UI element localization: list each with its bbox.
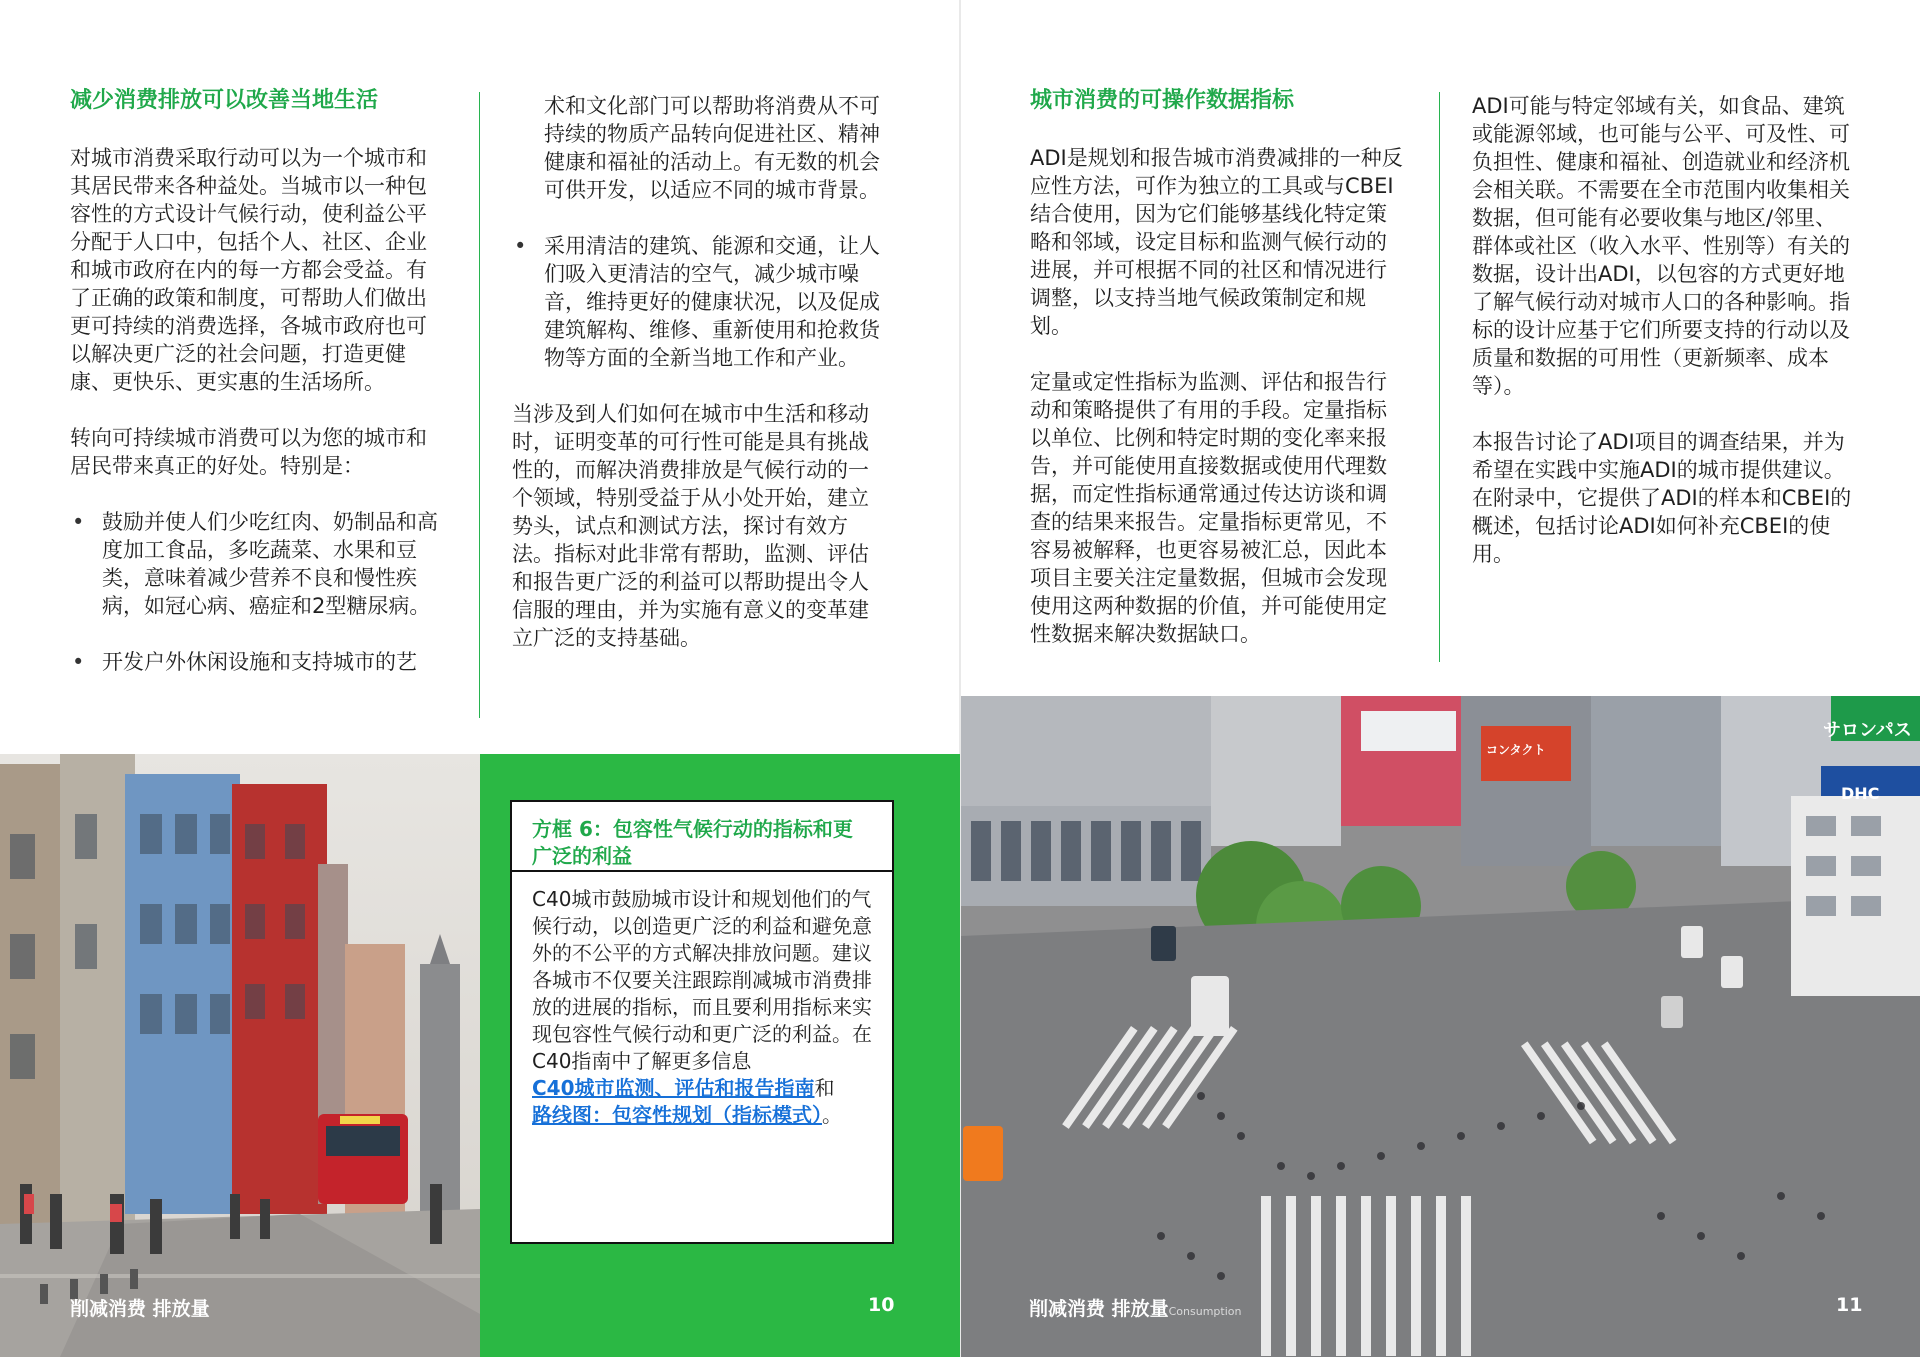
callout-body	[512, 872, 892, 1143]
bullet-continuation: 术和文化部门可以帮助将消费从不可持续的物质产品转向促进社区、精神健康和福祉的活动上。有无数的机会可供开发，以适应不同的城市背景。	[544, 94, 880, 202]
left-column-1	[70, 86, 445, 676]
body-paragraph: 转向可持续城市消费可以为您的城市和居民带来真正的好处。特别是：	[70, 426, 427, 478]
footer-title: 削减消费 排放量	[1029, 1298, 1169, 1320]
left-column-2	[512, 92, 888, 652]
bullet-list	[70, 508, 445, 676]
footer-tail: Consumption	[1168, 1305, 1242, 1318]
bullet-item: • 鼓励并使人们少吃红肉、奶制品和高度加工食品，多吃蔬菜、水果和豆类，意味着减少营养不良和慢性疾病，如冠心病、癌症和2型糖尿病。	[70, 508, 445, 620]
page-footer-title	[1029, 1294, 1241, 1321]
section-heading: 城市消费的可操作数据指标	[1030, 88, 1295, 113]
roadmap-link[interactable]: 路线图：包容性规划（指标模式）	[532, 1103, 822, 1127]
right-column-2	[1472, 92, 1852, 568]
billboard-sign: DHC	[1841, 784, 1880, 803]
shop-sign: コンタクト	[1486, 743, 1546, 757]
callout-box	[510, 800, 894, 1244]
c40-guide-link[interactable]: C40城市监测、评估和报告指南	[532, 1076, 815, 1100]
section-heading: 减少消费排放可以改善当地生活	[70, 88, 379, 113]
page-number: 11	[1836, 1294, 1863, 1316]
bullet-item: • 采用清洁的建筑、能源和交通，让人们吸入更清洁的空气，减少城市噪音，维持更好的健康状况，以及促成建筑解构、维修、重新使用和抢救货物等方面的全新当地工作和产业。	[512, 232, 888, 372]
callout-header	[512, 802, 892, 872]
column-divider	[1439, 92, 1440, 662]
callout-text: C40城市鼓励城市设计和规划他们的气候行动，以创造更广泛的利益和避免意外的不公平的方式解决排放问题。建议各城市不仅要关注跟踪削减城市消费排放的进展的指标，而且要利用指标来实现包容性气候行动和更广泛的利益。在C40指南中了解更多信息	[532, 887, 872, 1073]
body-paragraph: 对城市消费采取行动可以为一个城市和其居民带来各种益处。当城市以一种包容性的方式设计气候行动，使利益公平分配于人口中，包括个人、社区、企业和城市政府在内的每一方都会受益。有了正确的政策和制度，可帮助人们做出更可持续的消费选择，各城市政府也可以解决更广泛的社会问题，打造更健康、更快乐、更实惠的生活场所。	[70, 146, 427, 394]
callout-title: 方框 6：包容性气候行动的指标和更广泛的利益	[532, 817, 853, 868]
body-paragraph: 本报告讨论了ADI项目的调查结果，并为希望在实践中实施ADI的城市提供建议。在附录中，它提供了ADI的样本和CBEI的概述，包括讨论ADI如何补充CBEI的使用。	[1472, 430, 1852, 566]
page-footer-title: 削减消费 排放量	[70, 1298, 210, 1320]
street-scene-photo	[0, 754, 480, 1357]
right-column-1	[1030, 86, 1405, 648]
city-crossing-photo	[961, 696, 1920, 1357]
billboard-sign: サロンパス	[1823, 720, 1912, 741]
callout-period: 。	[822, 1103, 842, 1127]
bullet-item: • 开发户外休闲设施和支持城市的艺	[70, 648, 445, 676]
body-paragraph: 当涉及到人们如何在城市中生活和移动时，证明变革的可行性可能是具有挑战性的，而解决消费排放是气候行动的一个领域，特别受益于从小处开始，建立势头，试点和测试方法，探讨有效方法。指标对此非常有帮助，监测、评估和报告更广泛的利益可以帮助提出令人信服的理由，并为实施有意义的变革建立广泛的支持基础。	[512, 402, 869, 650]
body-paragraph: ADI是规划和报告城市消费减排的一种反应性方法，可作为独立的工具或与CBEI结合使用，因为它们能够基线化特定策略和邻域，设定目标和监测气候行动的进展，并可根据不同的社区和情况进行调整，以支持当地气候政策制定和规划。	[1030, 146, 1403, 338]
page-number: 10	[868, 1294, 895, 1316]
body-paragraph: ADI可能与特定邻域有关，如食品、建筑或能源邻域，也可能与公平、可及性、可负担性、健康和福祉、创造就业和经济机会相关联。不需要在全市范围内收集相关数据，但可能有必要收集与地区/邻里、群体或社区（收入水平、性别等）有关的数据，设计出ADI，以包容的方式更好地了解气候行动对城市人口的各种影响。指标的设计应基于它们所要支持的行动以及质量和数据的可用性（更新频率、成本等）。	[1472, 94, 1850, 398]
bullet-list	[512, 232, 888, 372]
callout-connector: 和	[814, 1076, 835, 1100]
column-divider	[479, 92, 480, 718]
body-paragraph: 定量或定性指标为监测、评估和报告行动和策略提供了有用的手段。定量指标以单位、比例和特定时期的变化率来报告，并可能使用直接数据或使用代理数据，而定性指标通常通过传达访谈和调查的结果来报告。定量指标更常见，不容易被解释，也更容易被汇总，因此本项目主要关注定量数据，但城市会发现使用这两种数据的价值，并可能使用定性数据来解决数据缺口。	[1030, 370, 1387, 646]
